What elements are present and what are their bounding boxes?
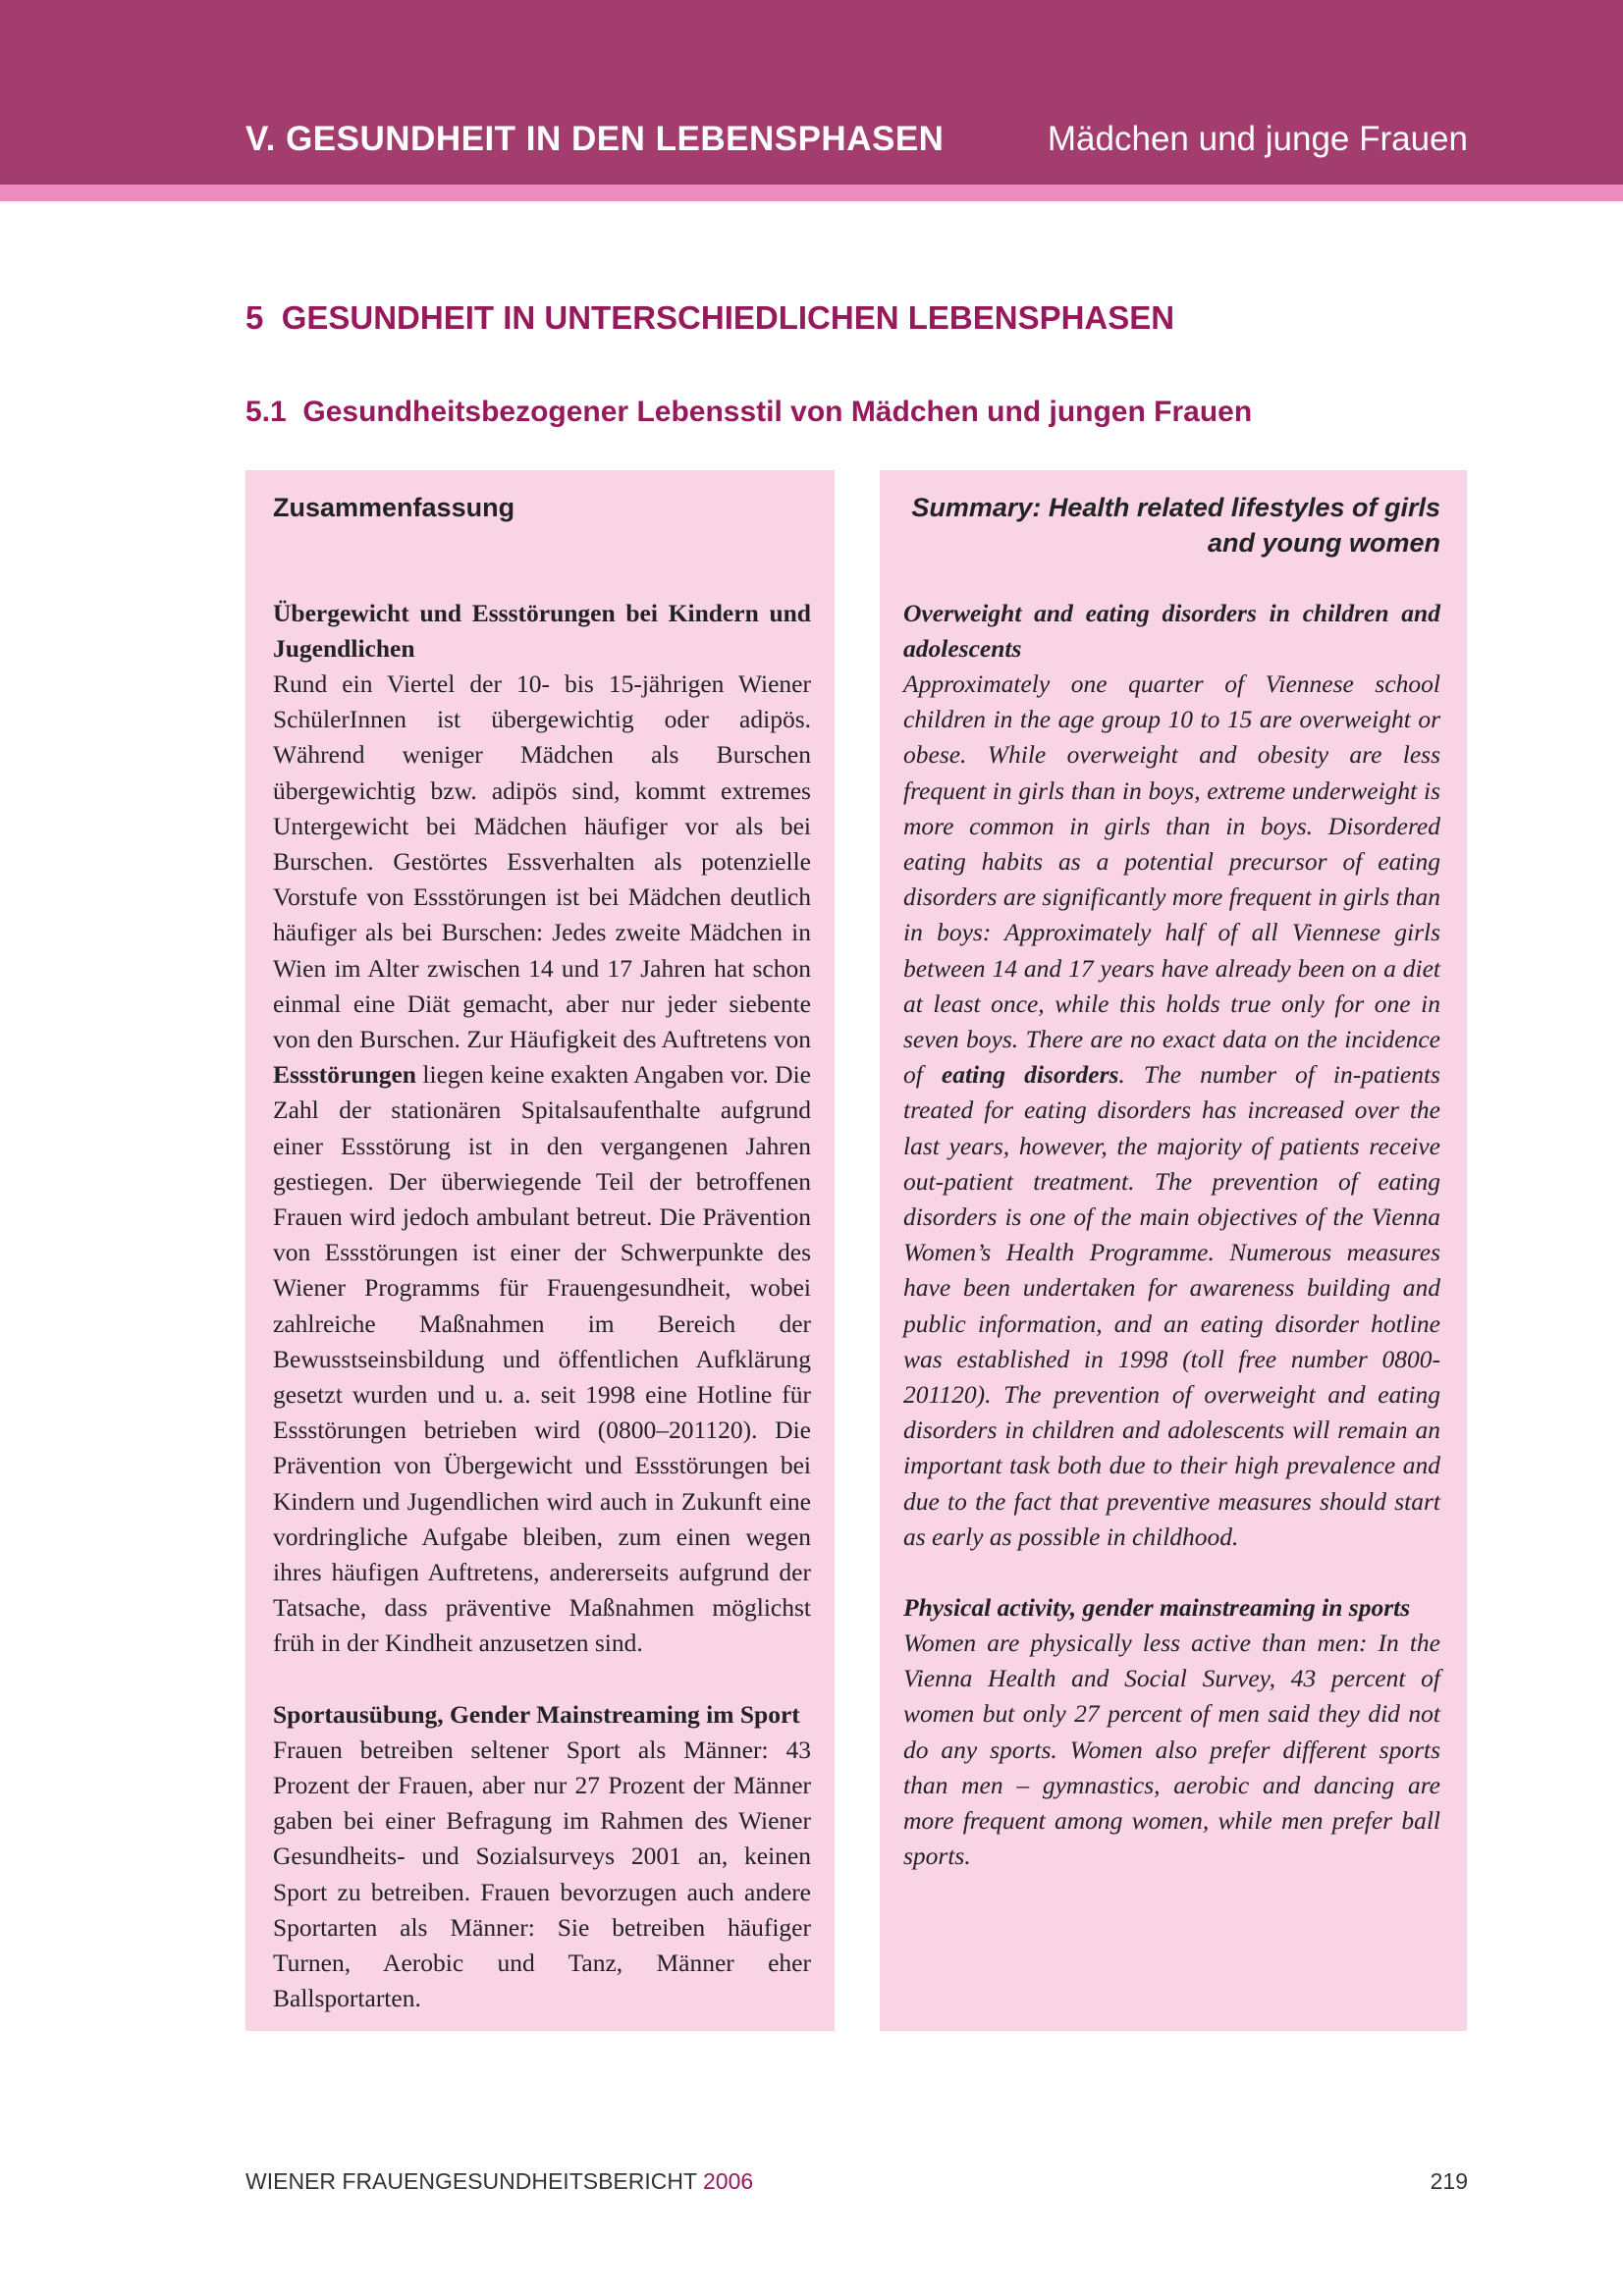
chapter-title: 5 GESUNDHEIT IN UNTERSCHIEDLICHEN LEBENSPHASEN [245, 299, 1175, 336]
section-title: 5.1 Gesundheitsbezogener Lebensstil von Mädchen und jungen Frauen [245, 396, 1253, 428]
running-header-section: V. GESUNDHEIT IN DEN LEBENSPHASEN [245, 120, 945, 158]
text-segment: Approximately one quarter of Viennese school children in the age group 10 to 15 are overweight or obese. While overweight and obesity are less frequent in girls than in boys, extreme underweight is more common in girls than in boys. Disordered eating habits as a potential precursor of eating disorders are significantly more frequent in girls than in boys: Approximately half of all Viennese girls between 14 and 17 years have already been on a diet at least once, while this holds true only for one in seven boys. There are no exact data on the incidence of [903, 669, 1440, 1090]
text-segment: liegen keine exakten Angaben vor. Die Zahl der stationären Spitalsaufenthalte aufgrund einer Essstörung ist in den vergangenen Jahren gestiegen. Der überwiegende Teil der betroffenen Frauen wird jedoch ambulant betreut. Die Prävention von Essstörungen ist einer der Schwerpunkte des Wiener Programms für Frauengesundheit, wobei zahlreiche Maßnahmen im Bereich der Bewusstseinsbildung und öffentlichen Aufklärung gesetzt wurden und u. a. seit 1998 eine Hotline für Essstörungen betrieben wird (0800–201120). Die Prävention von Übergewicht und Essstörungen bei Kindern und Jugendlichen wird auch in Zukunft eine vordringliche Aufgabe bleiben, zum einen wegen ihres häufigen Auftretens, andererseits aufgrund der Tatsache, dass präventive Maßnahmen möglichst früh in der Kindheit anzusetzen sind. [273, 1060, 811, 1658]
page-number: 219 [1430, 2168, 1468, 2194]
german-subheading-sports: Sportausübung, Gender Mainstreaming im Sport [273, 1699, 800, 1729]
footer-year: 2006 [703, 2168, 754, 2194]
english-paragraph-overweight [903, 667, 1440, 1555]
english-subheading-overweight: Overweight and eating disorders in children and adolescents [903, 599, 1440, 663]
english-paragraph-sports: Women are physically less active than men: In the Vienna Health and Social Survey, 43 percent of women but only 27 percent of men said they did not do any sports. Women also prefer different sports than men – gymnastics, aerobic and dancing are more frequent among women, while men prefer ball sports. [903, 1629, 1440, 1871]
german-paragraph-sports: Frauen betreiben seltener Sport als Männer: 43 Prozent der Frauen, aber nur 27 Prozent der Männer gaben bei einer Befragung im Rahmen des Wiener Gesundheits- und Sozialsurveys 2001 an, keinen Sport zu betreiben. Frauen bevorzugen auch andere Sportarten als Männer: Sie betreiben häufiger Turnen, Aerobic und Tanz, Männer eher Ballsportarten. [273, 1735, 811, 2013]
header-stripe [0, 185, 1623, 201]
english-subheading-sports: Physical activity, gender mainstreaming in sports [903, 1593, 1411, 1623]
english-summary-title: Summary: Health related lifestyles of girls and young women [911, 493, 1440, 558]
emphasis-text: Essstörungen [273, 1060, 416, 1090]
german-summary-box [245, 470, 835, 2031]
footer-report-name: WIENER FRAUENGESUNDHEITSBERICHT [245, 2168, 704, 2194]
german-summary-title: Zusammenfassung [273, 493, 515, 522]
english-summary-box [880, 470, 1467, 2031]
german-paragraph-overweight [273, 667, 811, 1662]
running-header-topic: Mädchen und junge Frauen [1047, 120, 1468, 158]
text-segment: Rund ein Viertel der 10- bis 15-jährigen Wiener SchülerInnen ist übergewichtig oder adipös. Während weniger Mädchen als Burschen übergewichtig bzw. adipös sind, kommt extremes Untergewicht bei Mädchen häufiger vor als bei Burschen. Gestörtes Essverhalten als potenzielle Vorstufe von Essstörungen ist bei Mädchen deutlich häufiger als bei Burschen: Jedes zweite Mädchen in Wien im Alter zwischen 14 und 17 Jahren hat schon einmal eine Diät gemacht, aber nur jeder siebente von den Burschen. Zur Häufigkeit des Auftretens von [273, 669, 811, 1054]
text-segment: . The number of in-patients treated for eating disorders has increased over the last years, however, the majority of patients receive out-patient treatment. The prevention of eating disorders is one of the main objectives of the Vienna Women’s Health Programme. Numerous measures have been undertaken for awareness building and public information, and an eating disorder hotline was established in 1998 (toll free number 0800-201120). The prevention of overweight and eating disorders in children and adolescents will remain an important task both due to their high prevalence and due to the fact that preventive measures should start as early as possible in childhood. [903, 1060, 1440, 1551]
emphasis-text: eating disorders [941, 1060, 1119, 1090]
footer-report-title [245, 2168, 753, 2195]
german-subheading-overweight: Übergewicht und Essstörungen bei Kindern und Jugendlichen [273, 599, 811, 663]
